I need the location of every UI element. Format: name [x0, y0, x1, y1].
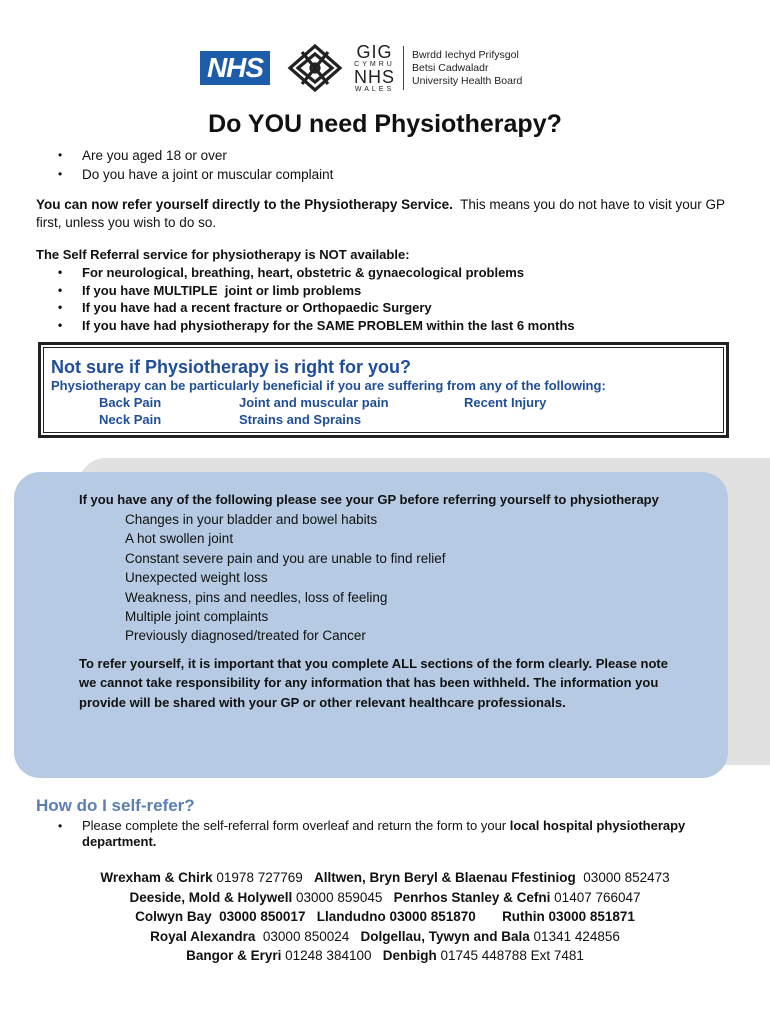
nhs-logo: NHS: [200, 51, 270, 85]
how-to-heading: How do I self-refer?: [36, 796, 195, 815]
location-phone: [305, 909, 316, 924]
list-item: [58, 317, 575, 335]
condition-item: Recent Injury: [464, 395, 547, 410]
list-item: Constant severe pain and you are unable to find relief: [125, 550, 446, 566]
condition-item: [464, 411, 664, 428]
list-item: [58, 299, 575, 317]
location-phone: 01341 424856: [529, 928, 620, 944]
condition-item: Joint and muscular pain: [239, 395, 389, 410]
location-name: Wrexham & Chirk: [100, 870, 213, 885]
location-name: Llandudno 03000 851870: [316, 909, 476, 925]
location-phone: 01248 384100: [281, 948, 383, 964]
not-available-heading: The Self Referral service for physiotherapy is NOT available:: [36, 247, 410, 262]
list-item: Previously diagnosed/treated for Cancer: [125, 628, 366, 644]
logo-divider: [403, 46, 404, 90]
location-phone: 03000 852473: [575, 870, 670, 885]
bullet-icon: •: [58, 148, 63, 162]
bullet-icon: •: [58, 265, 63, 279]
how-to-text-pre: Please complete the self-referral form overleaf and return the form to your: [82, 818, 510, 833]
page-title: Do YOU need Physiotherapy?: [208, 110, 562, 138]
see-gp-footer: To refer yourself, it is important that you complete ALL sections of the form clearly. Please note we cannot take responsibility for any information that has been withheld. The information you provide will be shared with your GP or other relevant healthcare professionals.: [79, 655, 668, 710]
gig-cymru-logo: [354, 43, 395, 93]
list-item: [58, 264, 575, 282]
list-item: A hot swollen joint: [125, 531, 234, 547]
conditions-row-1: [51, 394, 714, 411]
see-gp-heading: If you have any of the following please see your GP before referring yourself to physiotherapy: [79, 492, 659, 507]
location-name: Deeside, Mold & Holywell: [129, 889, 293, 905]
not-available-list: [58, 264, 575, 334]
location-name: Ruthin 03000 851871: [502, 909, 635, 925]
location-phone: 01745 448788 Ext 7481: [436, 948, 584, 964]
intro-bullet-text: Do you have a joint or muscular complaint: [82, 167, 334, 182]
location-name: Alltwen, Bryn Beryl & Blaenau Ffestiniog: [314, 870, 576, 885]
location-phone: 03000 859045: [292, 889, 394, 905]
header-logos: [200, 42, 522, 94]
board-line-2: Betsi Cadwaladr: [412, 61, 489, 74]
condition-item: Back Pain: [99, 395, 162, 410]
gig-text: GIG: [356, 42, 393, 62]
list-item: Weakness, pins and needles, loss of feeling: [125, 589, 388, 605]
list-item: [58, 165, 333, 184]
location-name: Bangor & Eryri: [186, 948, 282, 964]
direct-referral-text: This means you do not have to visit your GP first, unless you wish to do so.: [36, 197, 729, 230]
bullet-icon: •: [58, 819, 63, 833]
wales-text: WALES: [354, 86, 395, 93]
direct-referral-bold: You can now refer yourself directly to the Physiotherapy Service.: [36, 197, 453, 212]
location-phone: 01978 727769: [212, 870, 314, 885]
conditions-row-2: [51, 411, 714, 428]
location-phone: 03000 850024: [255, 928, 361, 944]
see-gp-list: [125, 510, 688, 646]
contact-list: [0, 868, 770, 966]
location-phone: [476, 909, 502, 924]
how-to-bullet: [58, 818, 738, 850]
board-line-1: Bwrdd Iechyd Prifysgol: [412, 48, 519, 61]
contact-row: [0, 888, 770, 908]
contact-row: [0, 946, 770, 966]
direct-referral-paragraph: [36, 196, 736, 232]
intro-bullet-list: [58, 146, 333, 184]
list-item: [58, 146, 333, 165]
intro-bullet-text: Are you aged 18 or over: [82, 148, 227, 163]
location-name: Penrhos Stanley & Cefni: [393, 889, 551, 905]
board-line-3: University Health Board: [412, 74, 523, 87]
not-sure-box: [38, 342, 729, 438]
see-gp-box: [14, 472, 728, 778]
nhs-text: NHS: [354, 67, 396, 87]
bullet-icon: •: [58, 282, 63, 297]
not-available-item: If you have had a recent fracture or Orthopaedic Surgery: [82, 300, 432, 315]
bullet-icon: •: [58, 300, 63, 314]
bullet-icon: •: [58, 317, 63, 332]
how-to-text: [82, 818, 738, 850]
bullet-icon: •: [58, 167, 63, 181]
not-available-item: If you have had physiotherapy for the SAME PROBLEM within the last 6 months: [82, 317, 575, 333]
location-name: Denbigh: [382, 948, 437, 964]
location-name: Colwyn Bay 03000 850017: [135, 909, 306, 925]
list-item: [58, 282, 575, 300]
not-sure-subheading: Physiotherapy can be particularly beneficial if you are suffering from any of the following:: [51, 378, 606, 393]
cymru-text: CYMRU: [354, 61, 395, 68]
condition-item: Strains and Sprains: [239, 412, 362, 427]
location-phone: 01407 766047: [550, 889, 641, 905]
celtic-knot-logo-icon: [280, 42, 350, 94]
condition-item: Neck Pain: [99, 412, 162, 427]
list-item: Changes in your bladder and bowel habits: [125, 512, 378, 527]
not-sure-heading: Not sure if Physiotherapy is right for you?: [51, 357, 412, 377]
location-name: Royal Alexandra: [150, 928, 256, 944]
list-item: Unexpected weight loss: [125, 570, 268, 586]
contact-row: [0, 907, 770, 927]
contact-row: [0, 927, 770, 947]
not-available-item: If you have MULTIPLE joint or limb problems: [82, 282, 362, 298]
how-to-text-bold: local hospital physiotherapy department.: [82, 818, 686, 849]
location-name: Dolgellau, Tywyn and Bala: [360, 928, 530, 944]
not-available-item: For neurological, breathing, heart, obstetric & gynaecological problems: [82, 265, 525, 280]
health-board-name: [412, 49, 522, 88]
contact-row: [0, 868, 770, 888]
list-item: Multiple joint complaints: [125, 609, 269, 625]
